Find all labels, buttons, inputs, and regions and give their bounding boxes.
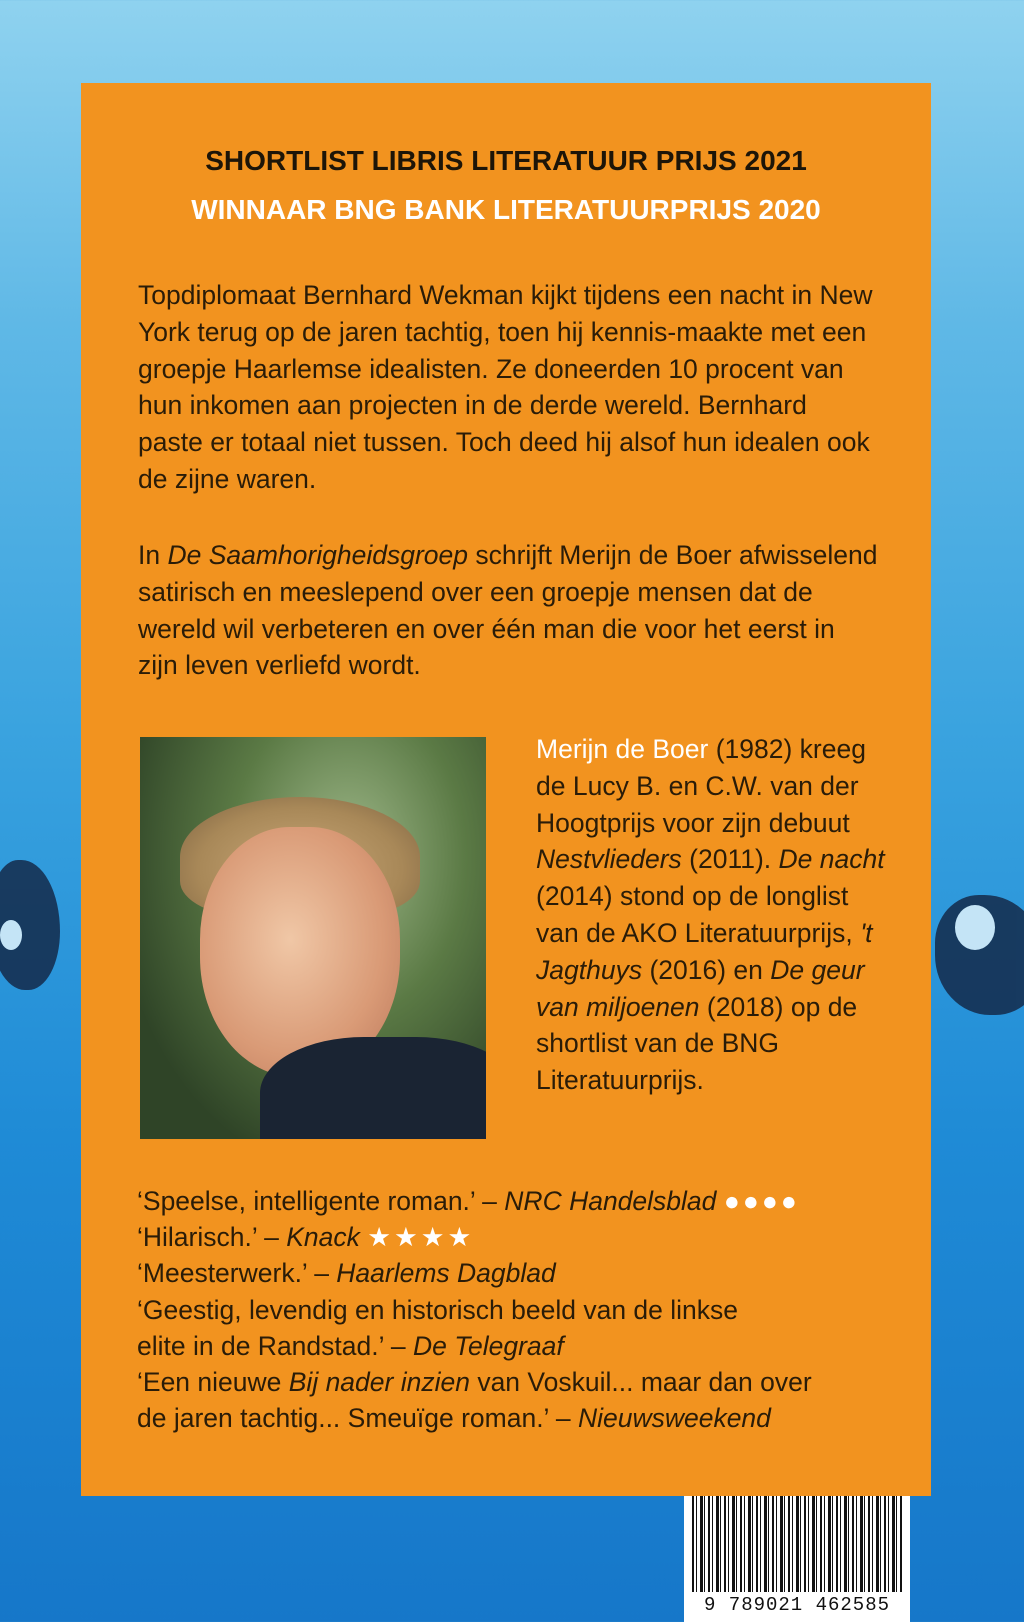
cow-right-decoration [935, 895, 1024, 1015]
book-title: 't Jagthuys [536, 917, 873, 985]
quote-text: de jaren tachtig... Smeuïge roman.’ – [137, 1403, 578, 1434]
cow-spot [0, 920, 22, 950]
quote-line [137, 1400, 897, 1436]
author-bio [536, 731, 886, 1099]
award-winner-heading: WINNAAR BNG BANK LITERATUURPRIJS 2020 [191, 194, 821, 225]
bio-text: (2018) op de shortlist van de BNG Literatuurprijs. [536, 991, 858, 1096]
barcode-bars [692, 1496, 902, 1592]
author-name: Merijn de Boer [536, 734, 709, 764]
bio-text: (1982) kreeg de Lucy B. en C.W. van der Hoogtprijs voor zijn debuut [536, 734, 866, 838]
award-shortlist-heading: SHORTLIST LIBRIS LITERATUUR PRIJS 2021 [205, 145, 807, 176]
cow-spot [955, 905, 995, 950]
blurb-text: schrijft Merijn de Boer afwisselend satirisch en meeslepend over een groepje mensen dat de wereld wil verbeteren en over één man die voor het eerst in zijn leven verliefd wordt. [138, 540, 878, 681]
quote-text: van Voskuil... maar dan over [469, 1367, 812, 1398]
cow-left-decoration [0, 860, 60, 990]
book-title: Bij nader inzien [288, 1367, 470, 1398]
book-title: De nacht [778, 844, 885, 875]
isbn-number: 9 789021 462585 [703, 1594, 891, 1616]
blurb-paragraph-2 [138, 537, 878, 684]
book-title: De Saamhorigheidsgroep [167, 540, 468, 570]
quote-source: De Telegraaf [412, 1330, 564, 1361]
quote-source: NRC Handelsblad [504, 1186, 717, 1216]
bio-text: (2011). [681, 844, 779, 875]
blurb-paragraph-1: Topdiplomaat Bernhard Wekman kijkt tijdens een nacht in New York terug op de jaren tachtig, toen hij kennis-maakte met een groepje Haarlemse idealisten. Ze doneerden 10 procent van hun inkomen aan projecten in de derde wereld. Bernhard paste er totaal niet tussen. Toch deed hij alsof hun idealen ook de zijne waren. [138, 280, 873, 494]
quote-line [137, 1219, 897, 1255]
quote-source: Nieuwsweekend [577, 1403, 771, 1434]
quote-text: elite in de Randstad.’ – [137, 1330, 413, 1361]
bio-text: (2016) en [642, 954, 771, 985]
author-shirt [260, 1037, 486, 1139]
back-cover-panel [81, 83, 931, 1496]
quote-text: ‘Geestig, levendig en historisch beeld van de linkse [137, 1294, 739, 1325]
quote-line [137, 1255, 897, 1291]
quote-source: Knack [286, 1222, 360, 1253]
isbn-barcode [684, 1496, 910, 1622]
author-photo [140, 737, 486, 1139]
blurb-text: In [138, 540, 168, 570]
review-quotes [137, 1183, 897, 1436]
rating-dots-icon: ●●●● [723, 1186, 800, 1216]
quote-line [137, 1364, 897, 1400]
quote-source: Haarlems Dagblad [336, 1258, 556, 1289]
quote-line [137, 1328, 897, 1364]
quote-text: ‘Meesterwerk.’ – [137, 1258, 337, 1289]
quote-text: ‘Speelse, intelligente roman.’ – [137, 1186, 505, 1216]
book-title: De geur van miljoenen [536, 954, 865, 1022]
rating-stars-icon: ★★★★ [367, 1222, 475, 1253]
quote-line [137, 1292, 897, 1328]
book-title: Nestvlieders [536, 844, 682, 875]
quote-text: ‘Hilarisch.’ – [137, 1222, 287, 1253]
quote-line [137, 1183, 897, 1219]
quote-text: ‘Een nieuwe [137, 1367, 289, 1398]
bio-text: (2014) stond op de longlist van de AKO Literatuurprijs, [536, 881, 861, 948]
